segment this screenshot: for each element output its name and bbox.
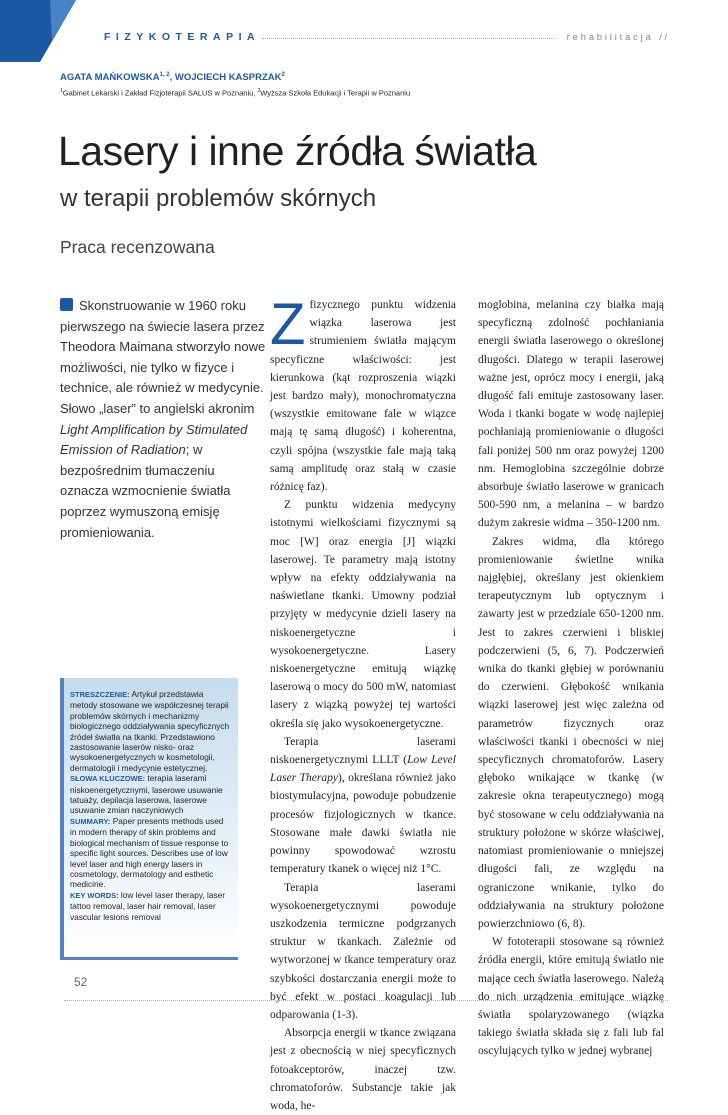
article-title: Lasery i inne źródła światła <box>58 128 537 174</box>
body-paragraph: Zakres widma, dla którego promieniowanie świetlne wnika najgłębiej, określany jest okienkiem terapeutycznym lub optycznym i zawarty jest w przedziale 650-1200 nm. Jest to zakres czerwieni i bliskiej podczerwieni (5, 6, 7). Podczerwień wnika do tkanki głębiej w porównaniu do czerwieni. Głębokość wnikania wiązki laserowej jest więc zależna od parametrów fizycznych oraz właściwości tkanki i obecności w niej specyficznych chromatoforów. Lasery głęboko wnikające w tkankę (w zakresie okna terapeutycznego) mogą być stosowane w celu oddziaływania na struktury położone w skórze właściwej, natomiast promieniowanie o mniejszej długości fali, ze względu na ograniczone wnikanie, tylko do oddziaływania na struktury położone powierzchniowo (6, 8). <box>478 535 664 930</box>
body-column-3 <box>478 296 664 1061</box>
abstract-en: SUMMARY: Paper presents methods used in modern therapy of skin problems and biological mechanism of tissue response to specific light sources. Describes use of low level laser and high energy lasers in cosmetology, dermatology and esthetic medicine. <box>70 815 229 890</box>
affiliations: $^1$Gabinet Lekarski i Zakład Fizjoterapii SALUS w Poznaniu, $^2$Wyższa Szkoła Edukacji i Terapii w Poznaniu <box>60 88 411 98</box>
lead-paragraph: Skonstruowanie w 1960 roku pierwszego na świecie lasera przez Theodora Maimana stworzyło nowe możliwości, nie tylko w fizyce i technice, ale również w medycynie. Słowo „laser” to angielski akronim Light Amplification by Stimulated Emission of Radiation; w bezpośrednim tłumaczeniu oznacza wzmocnienie światła poprzez wymuszoną emisję promieniowania. <box>60 298 266 540</box>
section-label: FIZYKOTERAPIA <box>104 31 261 43</box>
body-paragraph: Z punktu widzenia medycyny istotnymi wielkościami fizycznymi są moc [W] oraz energia [J] wiązki laserowej. Te parametry mają istotny wpływ na efekty oddziaływania na naświetlane tkanki. Umowny podział przyjęty w medycynie dzieli lasery na niskoenergetyczne i wysokoenergetyczne. Lasery niskoenergetyczne emitują wiązkę laserową o mocy do 500 mW, natomiast lasery z wiązką powyżej tej wartości określa się jako wysokoenergetyczne. <box>270 499 456 730</box>
footer-divider <box>64 1000 668 1001</box>
body-paragraph: Zfizycznego punktu widzenia wiązka laserowa jest strumieniem światła mającym specyficzne właściwości: jest kierunkowa (kąt rozproszenia wiązki jest bardzo mały), monochromatyczna (wszystkie emitowane fale w wiązce mają tę samą długość) i koherentna, czyli spójna (wszystkie fale mają taką samą amplitudę oraz stałą w czasie różnicę faz). <box>270 292 456 494</box>
body-paragraph: W fototerapii stosowane są również źródła energii, które emitują światło nie mające cech światła laserowego. Należą do nich urządzenia emitujące wiązkę światła spolaryzowanego (wiązka takiego światła składa się z fali lub fal oscylujących tylko w jednej wybranej <box>478 936 664 1058</box>
body-paragraph: Terapia laserami wysokoenergetycznymi powoduje uszkodzenia termiczne podgrzanych struktur w tkankach. Zależnie od wytworzonej w tkance temperatury oraz szybkości dostarczania energii może to być efekt w postaci koagulacji lub odparowania (1-3). <box>270 881 456 1021</box>
bullet-square-icon <box>60 298 73 311</box>
body-paragraph: Absorpcja energii w tkance związana jest z obecnością w niej specyficznych fotoakceptorów, inaczej tzw. chromatoforów. Substancje takie jak woda, he- <box>270 1027 456 1112</box>
corner-decoration <box>0 0 76 62</box>
review-label: Praca recenzowana <box>60 237 215 257</box>
body-paragraph: Terapia laserami niskoenergetycznymi LLLT (Low Level Laser Therapy), określana również jako biostymulacyjna, powoduje pobudzenie procesów fizjologicznych w tkance. Stosowane małe dawki światła nie powinny spowodować wzrostu temperatury tkanek o więcej niż 1°C. <box>270 735 456 876</box>
body-column-2 <box>270 292 456 1115</box>
article-subtitle: w terapii problemów skórnych <box>60 185 377 212</box>
keywords-en: KEY WORDS: low level laser therapy, laser tattoo removal, laser hair removal, laser vascular lesions removal <box>70 889 225 922</box>
drop-cap: Z <box>270 292 306 357</box>
header-divider <box>262 38 554 39</box>
body-paragraph: moglobina, melanina czy białka mają specyficzną zdolność pochłaniania energii światła laserowego o określonej długości. Dlatego w terapii laserowej ważne jest, oprócz mocy i energii, jaką długość fali emituje zastosowany laser. Woda i tkanki bogate w wodę najlepiej pochłaniają promieniowanie o długości fali poniżej 500 nm oraz powyżej 1200 nm. Hemoglobina szczególnie dobrze absorbuje światło laserowe w granicach 500-590 nm, a melanina – w bardzo dużym zakresie widma – 350-1200 nm. <box>478 299 664 530</box>
page-number: 52 <box>74 975 88 989</box>
abstract-pl: STRESZCZENIE: Artykuł przedstawia metody stosowane we współczesnej terapii problemów skórnych i mechanizmy biologicznego oddziaływania specyficznych źródeł światła na tkanki. Przedstawiono zastosowanie laserów nisko- oraz wysokoenergetycznych w kosmetologii, dermatologii i medycynie estetycznej. <box>70 689 230 773</box>
category-label: rehabilitacja // <box>566 32 670 43</box>
authors: AGATA MAŃKOWSKA$^{1, 2}$, WOJCIECH KASPRZAK$^2$ <box>60 72 285 84</box>
keywords-pl: SŁOWA KLUCZOWE: terapia laserami niskoenergetycznymi, laserowe usuwanie tatuaży, depilacja laserowa, laserowe usuwanie zmian naczyniowych <box>70 773 223 816</box>
abstract-box <box>60 678 238 960</box>
